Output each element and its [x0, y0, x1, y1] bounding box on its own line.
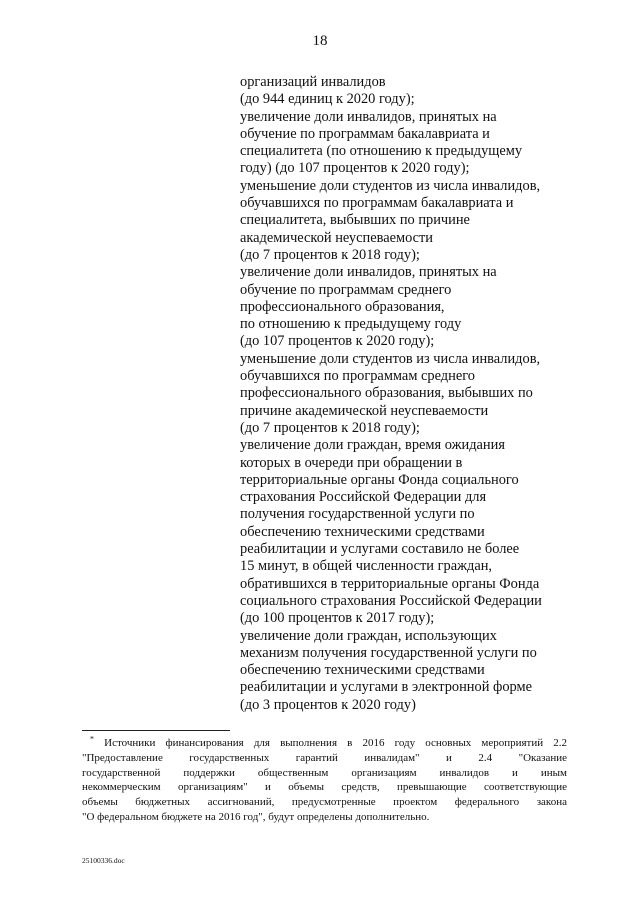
text-line: (до 107 процентов к 2020 году);: [240, 333, 435, 350]
footnote-line-text: Источники финансирования для выполнения в 2016 году основных мероприятий 2.2: [104, 737, 567, 749]
text-line: профессионального образования,: [240, 298, 445, 315]
text-line: страхования Российской Федерации для: [240, 489, 487, 506]
text-line: обучавшихся по программам среднего: [240, 368, 475, 385]
text-line: обеспечению техническими средствами: [240, 662, 485, 679]
text-line: организаций инвалидов: [240, 74, 386, 90]
text-line: увеличение доли граждан, использующих: [240, 627, 497, 644]
text-line: (до 100 процентов к 2017 году);: [240, 610, 435, 627]
text-line: причине академической неуспеваемости: [240, 402, 489, 419]
text-line: получения государственной услуги по: [240, 506, 475, 523]
document-code: 25100336.doc: [82, 856, 125, 865]
footnote-line: [82, 736, 567, 751]
text-line: реабилитации и услугами составило не более: [240, 541, 520, 558]
text-line: профессионального образования, выбывших по: [240, 385, 533, 402]
text-line: (до 3 процентов к 2020 году): [240, 696, 416, 713]
text-line: 15 минут, в общей численности граждан,: [240, 558, 493, 575]
page-number: 18: [312, 33, 328, 49]
text-line: обратившихся в территориальные органы Фонда: [240, 575, 540, 592]
text-line: уменьшение доли студентов из числа инвалидов,: [240, 350, 541, 367]
footnote-line: "Предоставление государственных гарантий инвалидам" и 2.4 "Оказание: [82, 751, 567, 764]
text-line: по отношению к предыдущему году: [240, 316, 462, 333]
text-line: (до 944 единиц к 2020 году);: [240, 91, 415, 108]
text-line: специалитета, выбывших по причине: [240, 212, 470, 229]
text-line: механизм получения государственной услуги по: [240, 644, 537, 661]
text-line: академической неуспеваемости: [240, 229, 434, 246]
main-text-block: [240, 74, 570, 714]
text-line: которых в очереди при обращении в: [240, 454, 463, 471]
footnote-separator: [82, 730, 230, 731]
footnote-line: объемы бюджетных ассигнований, предусмотренные проектом федерального закона: [82, 796, 567, 809]
text-line: году) (до 107 процентов к 2020 году);: [240, 160, 470, 177]
text-line: уменьшение доли студентов из числа инвалидов,: [240, 177, 541, 194]
footnote-line: некоммерческим организациям" и объемы средств, превышающие соответствующие: [82, 781, 567, 794]
text-line: (до 7 процентов к 2018 году);: [240, 246, 420, 263]
text-line: увеличение доли инвалидов, принятых на: [240, 264, 497, 281]
text-line: обучение по программам бакалавриата и: [240, 125, 490, 142]
text-line: обучение по программам среднего: [240, 281, 452, 298]
text-line: обеспечению техническими средствами: [240, 523, 485, 540]
footnote: [82, 736, 567, 825]
text-line: территориальные органы Фонда социального: [240, 471, 519, 488]
text-line: увеличение доли инвалидов, принятых на: [240, 108, 497, 125]
footnote-mark: *: [90, 736, 94, 744]
text-line: реабилитации и услугами в электронной форме: [240, 679, 532, 696]
footnote-line: государственной поддержки общественным организациям инвалидов и иным: [82, 766, 567, 779]
text-line: социального страхования Российской Федерации: [240, 592, 542, 609]
text-line: увеличение доли граждан, время ожидания: [240, 437, 505, 454]
text-line: (до 7 процентов к 2018 году);: [240, 419, 420, 436]
footnote-line: "О федеральном бюджете на 2016 год", будут определены дополнительно.: [82, 810, 430, 823]
text-line: обучавшихся по программам бакалавриата и: [240, 195, 514, 212]
text-line: специалитета (по отношению к предыдущему: [240, 143, 523, 160]
